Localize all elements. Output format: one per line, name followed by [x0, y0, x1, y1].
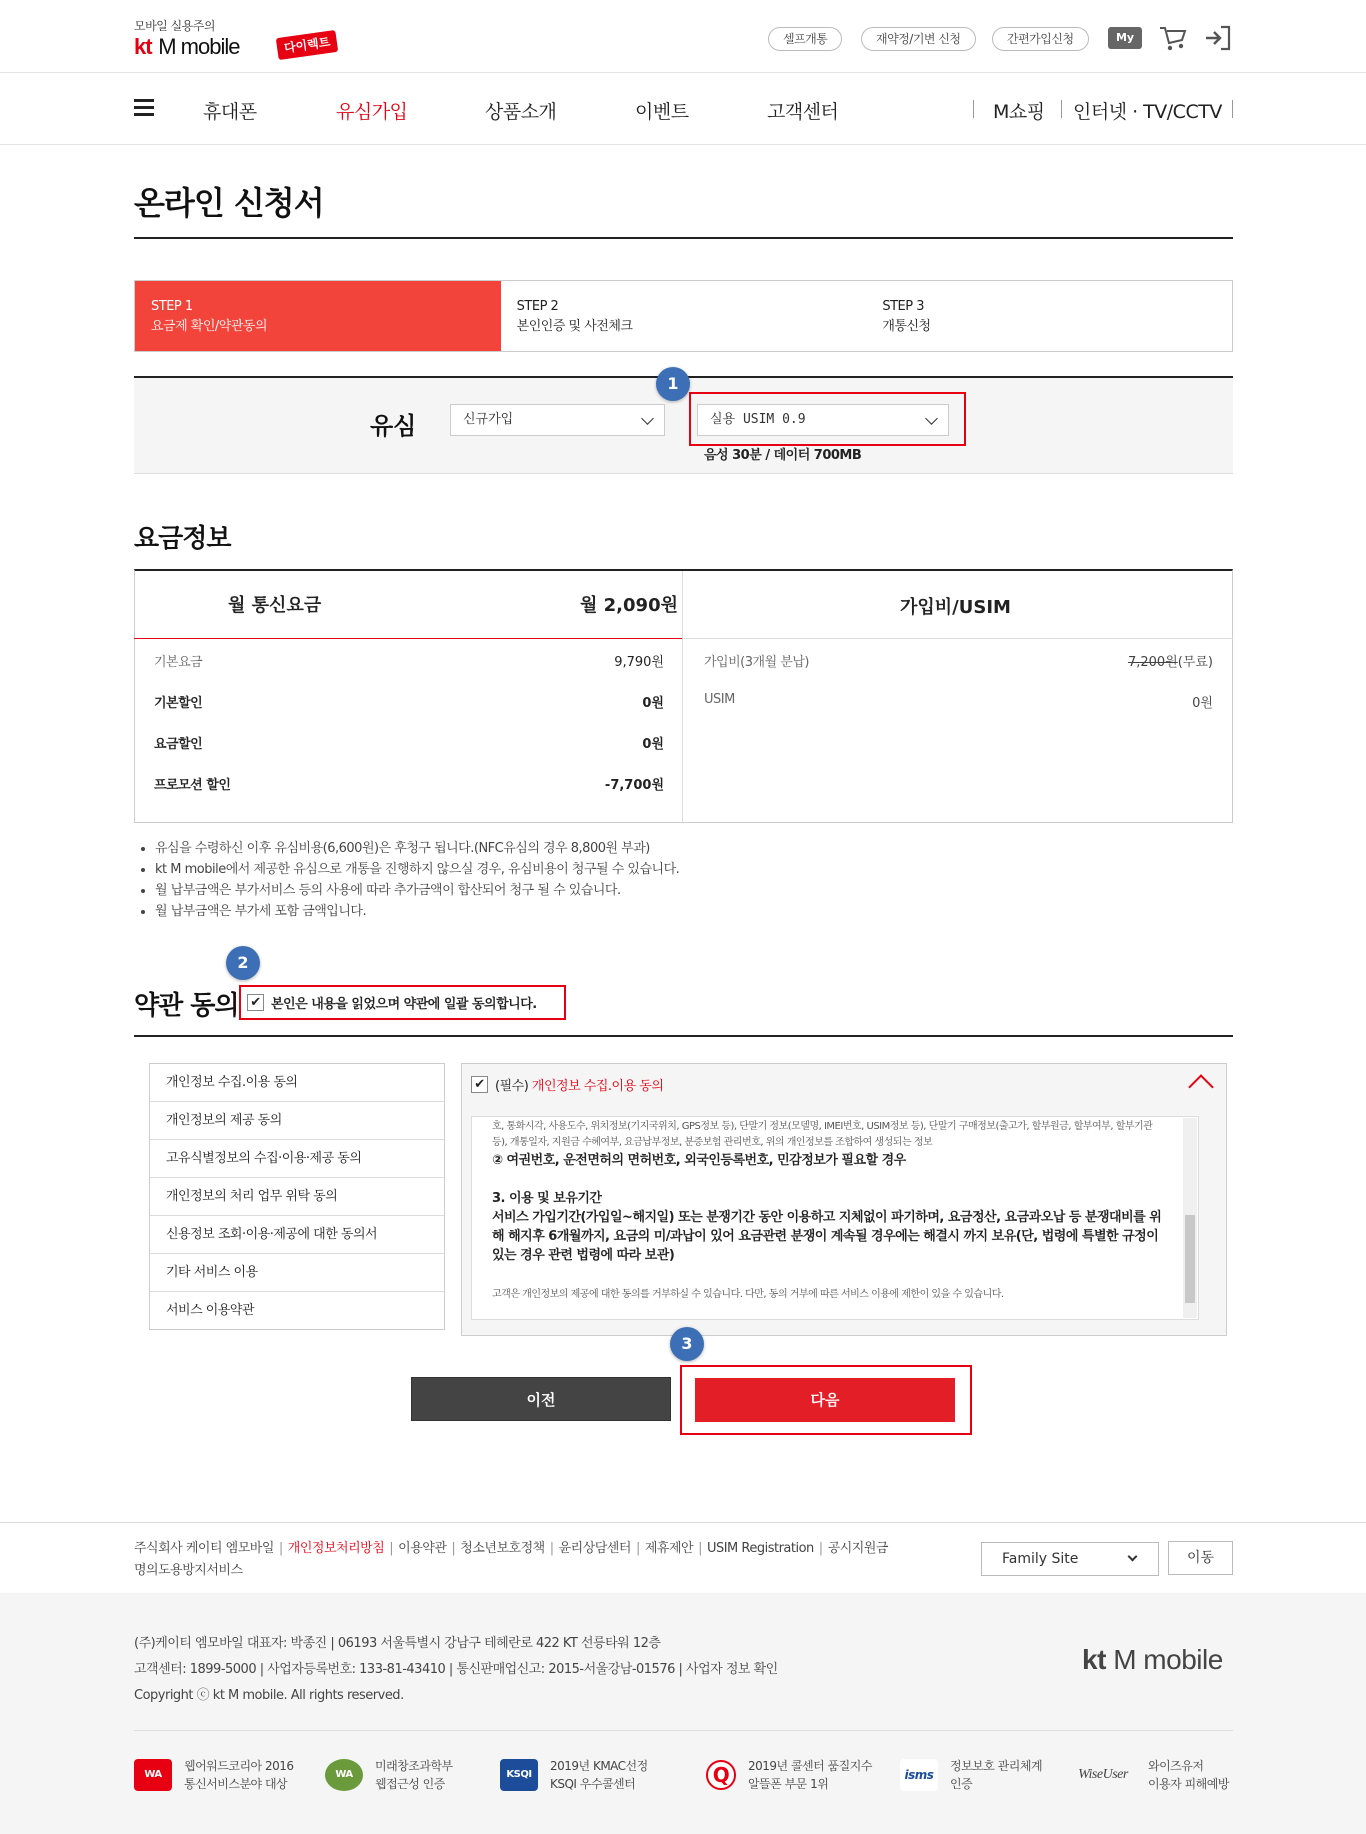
join-type-value: 신규가입 — [463, 412, 514, 427]
cert-wiseuser — [1070, 1757, 1229, 1793]
fee-notes — [155, 838, 679, 922]
footer-link[interactable]: 이용약관 — [398, 1541, 447, 1556]
terms-divider — [134, 1035, 1233, 1037]
join-fee-label: 가입비(3개월 분납) — [704, 655, 809, 670]
required-label: (필수) — [495, 1079, 529, 1094]
cert-line: 알뜰폰 부문 1위 — [748, 1777, 829, 1791]
footer-logo-text: M mobile — [1113, 1644, 1223, 1675]
footer-link[interactable]: 제휴제안 — [644, 1541, 694, 1556]
company-line: Copyright ⓒ kt M mobile. All rights reserved. — [134, 1688, 404, 1703]
step-label: 본인인증 및 사전체크 — [516, 319, 633, 334]
join-type-select[interactable] — [450, 404, 665, 436]
term-text: ② 여권번호, 운전면허의 면허번호, 외국인등록번호, 민감정보가 필요할 경우 — [492, 1153, 906, 1168]
footer-divider — [134, 1730, 1233, 1731]
ksqi-icon: KSQI — [500, 1759, 538, 1791]
next-button[interactable]: 다음 — [695, 1378, 955, 1422]
base-fee-value: 9,790원 — [614, 655, 664, 670]
rate-discount-value: 0원 — [642, 737, 664, 752]
q-mark-icon: Q — [706, 1760, 736, 1790]
step-label: 개통신청 — [882, 319, 931, 334]
cert-web-award — [134, 1757, 294, 1793]
web-award-icon: WA — [134, 1759, 172, 1791]
family-site-go-button[interactable]: 이동 — [1168, 1541, 1233, 1575]
nav-phone[interactable]: 휴대폰 — [203, 101, 257, 123]
usim-fee-label: USIM — [704, 692, 735, 707]
checkbox-checked-icon[interactable]: ✔ — [247, 994, 264, 1011]
term-text: 3. 이용 및 보유기간 — [492, 1191, 602, 1206]
nav-separator — [973, 100, 974, 118]
promo-discount-value: -7,700원 — [604, 778, 664, 793]
base-discount-value: 0원 — [642, 696, 664, 711]
wiseuser-icon: WiseUser — [1078, 1767, 1128, 1782]
nav-usim-join[interactable]: 유심가입 — [336, 101, 408, 123]
join-fee-title: 가입비/USIM — [900, 597, 1011, 618]
term-detail-header[interactable] — [471, 1075, 663, 1094]
company-line: (주)케이티 엠모바일 대표자: 박종진 | 06193 서울특별시 강남구 테헤란로 422 KT 선릉타워 12층 — [134, 1636, 661, 1651]
rate-discount-label: 요금할인 — [154, 737, 203, 752]
base-discount-label: 기본할인 — [154, 696, 203, 711]
term-item-other-service[interactable]: 기타 서비스 이용 — [150, 1254, 444, 1292]
cert-line: 미래창조과학부 — [375, 1759, 453, 1773]
chevron-down-icon — [641, 412, 654, 425]
title-divider — [134, 237, 1233, 239]
term-text: 호, 통화시각, 사용도수, 위치정보(기지국위치, GPS정보 등), 단말기 정보(모델명, IMEI번호, USIM정보 등), 단말기 구매정보(출고가, 할부원금, 할부여부, 할부기관 등), 개통일자, 지원금 수혜여부, 요금납부정보, 분증보험 관리번호, 위의 개인정보를 조합하여 생성되는 정보 — [492, 1121, 1153, 1148]
chevron-down-icon — [925, 412, 938, 425]
term-item-privacy-collect[interactable]: 개인정보 수집.이용 동의 — [150, 1064, 444, 1102]
step-number: STEP 2 — [516, 299, 559, 314]
agree-all-label: 본인은 내용을 읽었으며 약관에 일괄 동의합니다. — [271, 997, 537, 1012]
fee-note: • 유심을 수령하신 이후 유심비용(6,600원)은 후청구 됩니다.(NFC유심의 경우 8,800원 부과) — [155, 838, 679, 859]
footer-logo-kt: kt — [1082, 1644, 1106, 1675]
footer-logo — [1082, 1644, 1223, 1676]
footer-links: 주식회사 케이티 엠모바일 | 개인정보처리방침 | 이용약관 | 청소년보호정책 | 윤리상담센터 | 제휴제안 | USIM Registration | 공시지원금 명의도용방지서비스 — [134, 1541, 888, 1578]
footer-link[interactable]: 윤리상담센터 — [558, 1541, 631, 1556]
term-content-scroll[interactable] — [471, 1116, 1199, 1320]
term-text: 서비스 가입기간(가입일~해지일) 또는 분쟁기간 동안 이용하고 지체없이 파기하며, 요금정산, 요금과오납 등 분쟁대비를 위해 해지후 6개월까지, 요금의 미/과납이 있어 요금관련 분쟁이 계속될 경우에는 해결시 까지 보유(단, 법령에 특별한 규정이 있는 경우 관련 법령에 따라 보관) — [492, 1210, 1162, 1263]
term-detail-title: 개인정보 수집.이용 동의 — [531, 1079, 664, 1094]
step-marker-3: 3 — [670, 1327, 704, 1361]
menu-icon[interactable] — [134, 99, 154, 117]
cert-line: 와이즈유저 — [1148, 1759, 1204, 1773]
promo-discount-label: 프로모션 할인 — [154, 778, 231, 793]
family-site-value: Family Site — [1002, 1551, 1079, 1567]
direct-badge: 다이렉트 — [276, 30, 339, 60]
scrollbar-thumb[interactable] — [1185, 1215, 1195, 1303]
terms-list — [149, 1063, 445, 1330]
footer-link[interactable]: 주식회사 케이티 엠모바일 — [134, 1541, 274, 1556]
cert-line: 웹접근성 인증 — [375, 1777, 445, 1791]
logo-tagline: 모바일 실용주의 — [134, 19, 215, 33]
footer-link[interactable]: 청소년보호정책 — [460, 1541, 545, 1556]
step-1 — [135, 281, 501, 351]
nav-m-shopping[interactable]: M쇼핑 — [993, 101, 1045, 123]
nav-internet-tv[interactable]: 인터넷 · TV/CCTV — [1073, 101, 1222, 123]
step-marker-2: 2 — [226, 946, 260, 980]
fee-section-title: 요금정보 — [134, 524, 231, 554]
join-fee-value — [1040, 651, 1213, 670]
cart-icon[interactable] — [1157, 22, 1189, 54]
cert-line: 인증 — [950, 1777, 973, 1791]
terms-section-title: 약관 동의 — [134, 991, 239, 1021]
cert-isms — [900, 1757, 1042, 1793]
cert-line: 2019년 KMAC선정 — [550, 1759, 648, 1773]
footer-link-privacy[interactable]: 개인정보처리방침 — [287, 1541, 385, 1556]
nav-separator — [1232, 100, 1233, 118]
family-site-select[interactable] — [981, 1542, 1159, 1576]
nav-customer-center[interactable]: 고객센터 — [767, 101, 839, 123]
step-number: STEP 1 — [151, 299, 193, 314]
cert-line: 2019년 콜센터 품질지수 — [748, 1759, 872, 1773]
my-page-button[interactable]: My — [1108, 27, 1142, 49]
cert-line: KSQI 우수콜센터 — [550, 1777, 636, 1791]
step-marker-1: 1 — [656, 367, 690, 401]
site-logo[interactable] — [134, 34, 239, 60]
fee-note: • 월 납부금액은 부가서비스 등의 사용에 따라 추가금액이 합산되어 청구 될 수 있습니다. — [155, 880, 679, 901]
usim-fee-value: 0원 — [1192, 696, 1213, 711]
term-item-service-terms[interactable]: 서비스 이용약관 — [166, 1303, 255, 1318]
footer-info — [0, 1593, 1366, 1834]
cert-ksqi — [500, 1757, 648, 1793]
step-2 — [501, 281, 867, 351]
cert-line: 웹어워드코리아 2016 — [184, 1759, 294, 1773]
usim-label: 유심 — [370, 412, 417, 440]
prev-button[interactable]: 이전 — [411, 1377, 671, 1421]
agree-all-checkbox[interactable] — [239, 985, 566, 1020]
fee-note: • kt M mobile에서 제공한 유심으로 개통을 진행하지 않으실 경우, 유심비용이 청구될 수 있습니다. — [155, 859, 679, 880]
term-item-credit-info[interactable]: 신용정보 조회·이용·제공에 대한 동의서 — [150, 1216, 444, 1254]
step-3 — [866, 281, 1232, 351]
nav-products[interactable]: 상품소개 — [485, 101, 557, 123]
term-item-privacy-provide[interactable]: 개인정보의 제공 동의 — [150, 1102, 444, 1140]
logo-kt: kt — [134, 34, 152, 59]
cert-line: 이용자 피해예방 — [1148, 1777, 1229, 1791]
checkbox-checked-icon[interactable]: ✔ — [471, 1076, 488, 1093]
term-item-unique-id[interactable]: 고유식별정보의 수집·이용·제공 동의 — [150, 1140, 444, 1178]
login-icon[interactable] — [1202, 22, 1234, 54]
company-line: 고객센터: 1899-5000 | 사업자등록번호: 133-81-43410 | 통신판매업신고: 2015-서울강남-01576 | 사업자 정보 확인 — [134, 1662, 778, 1677]
monthly-fee-label: 월 통신요금 — [228, 595, 322, 616]
easy-join-link[interactable]: 간편가입신청 — [992, 27, 1089, 51]
step-label: 요금제 확인/약관동의 — [151, 319, 268, 334]
footer-link[interactable]: USIM Registration — [706, 1541, 814, 1556]
footer-link[interactable]: 명의도용방지서비스 — [134, 1563, 243, 1578]
term-item-outsourcing[interactable]: 개인정보의 처리 업무 위탁 동의 — [150, 1178, 444, 1216]
footer-link[interactable]: 공시지원금 — [827, 1541, 888, 1556]
step-indicator — [134, 280, 1233, 352]
recontract-link[interactable]: 재약정/기변 신청 — [861, 27, 976, 51]
page-title: 온라인 신청서 — [134, 184, 324, 222]
monthly-fee-value: 월 2,090원 — [580, 595, 678, 616]
chevron-down-icon — [1128, 1552, 1138, 1562]
logo-mmobile: M mobile — [158, 34, 240, 59]
self-open-link[interactable]: 셀프개통 — [768, 27, 842, 51]
plan-select[interactable] — [697, 404, 949, 436]
isms-icon: isms — [900, 1759, 938, 1791]
company-info — [134, 1631, 778, 1709]
term-text: 고객은 개인정보의 제공에 대한 동의를 거부하실 수 있습니다. 다만, 동의 거부에 따른 서비스 이용에 제한이 있을 수 있습니다. — [492, 1289, 1004, 1300]
cert-kscqi — [706, 1757, 872, 1793]
join-fee-original: 7,200원 — [1127, 655, 1178, 670]
plan-value: 실용 USIM 0.9 — [710, 412, 806, 427]
join-fee-free: (무료) — [1177, 655, 1213, 670]
plan-description: 음성 30분 / 데이터 700MB — [704, 448, 862, 463]
step-number: STEP 3 — [882, 299, 924, 314]
fee-note: • 월 납부금액은 부가세 포함 금액입니다. — [155, 901, 679, 922]
wa-mark-icon: WA — [325, 1759, 363, 1791]
nav-event[interactable]: 이벤트 — [635, 101, 689, 123]
base-fee-label: 기본요금 — [154, 655, 203, 670]
cert-web-accessibility — [325, 1757, 453, 1793]
cert-line: 정보보호 관리체계 — [950, 1759, 1043, 1773]
cert-line: 통신서비스분야 대상 — [184, 1777, 288, 1791]
nav-separator — [1061, 100, 1062, 118]
